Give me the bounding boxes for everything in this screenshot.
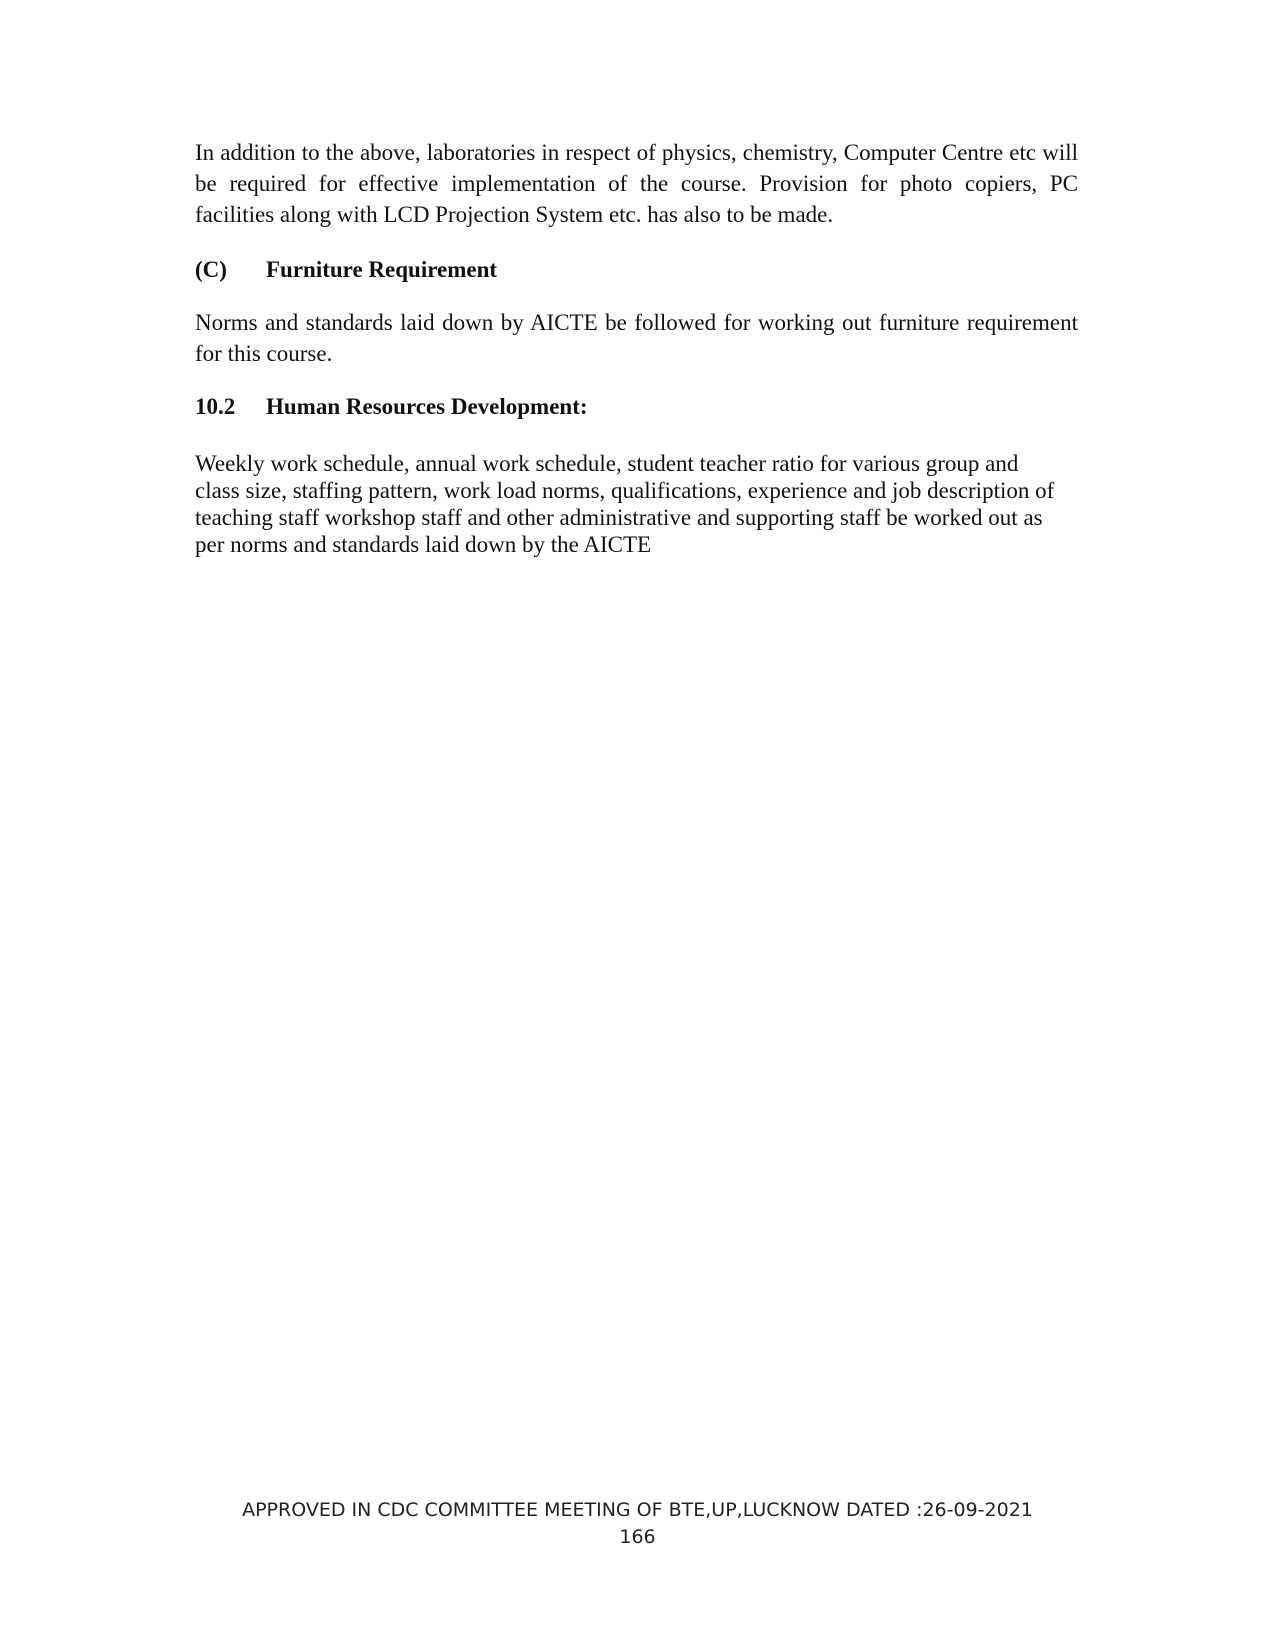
labs-paragraph: In addition to the above, laboratories in respect of physics, chemistry, Computer Centre etc will be required for effective implementation of the course. Provision for photo copiers, PC facilities along with LCD Projection System etc. has also to be made.	[195, 140, 1078, 227]
hrd-line: class size, staffing pattern, work load norms, qualifications, experience and job description of	[195, 478, 1055, 503]
approval-note: APPROVED IN CDC COMMITTEE MEETING OF BTE,UP,LUCKNOW DATED :26-09-2021	[242, 1499, 1033, 1521]
page-body	[195, 137, 1078, 558]
page-number: 166	[619, 1526, 656, 1548]
section-heading-hrd	[195, 391, 1078, 422]
section-number: (C)	[195, 257, 227, 282]
hrd-line: per norms and standards laid down by the AICTE	[195, 532, 652, 557]
hrd-paragraph	[195, 450, 1078, 558]
furniture-paragraph: Norms and standards laid down by AICTE be followed for working out furniture requirement for this course.	[195, 310, 1078, 366]
hrd-line: teaching staff workshop staff and other administrative and supporting staff be worked out as	[195, 505, 1043, 530]
section-heading-furniture	[195, 254, 1078, 285]
section-number: 10.2	[195, 394, 236, 419]
page-footer	[0, 1497, 1275, 1551]
section-title: Human Resources Development:	[266, 394, 588, 419]
hrd-line: Weekly work schedule, annual work schedule, student teacher ratio for various group and	[195, 451, 1019, 476]
section-title: Furniture Requirement	[266, 257, 498, 282]
